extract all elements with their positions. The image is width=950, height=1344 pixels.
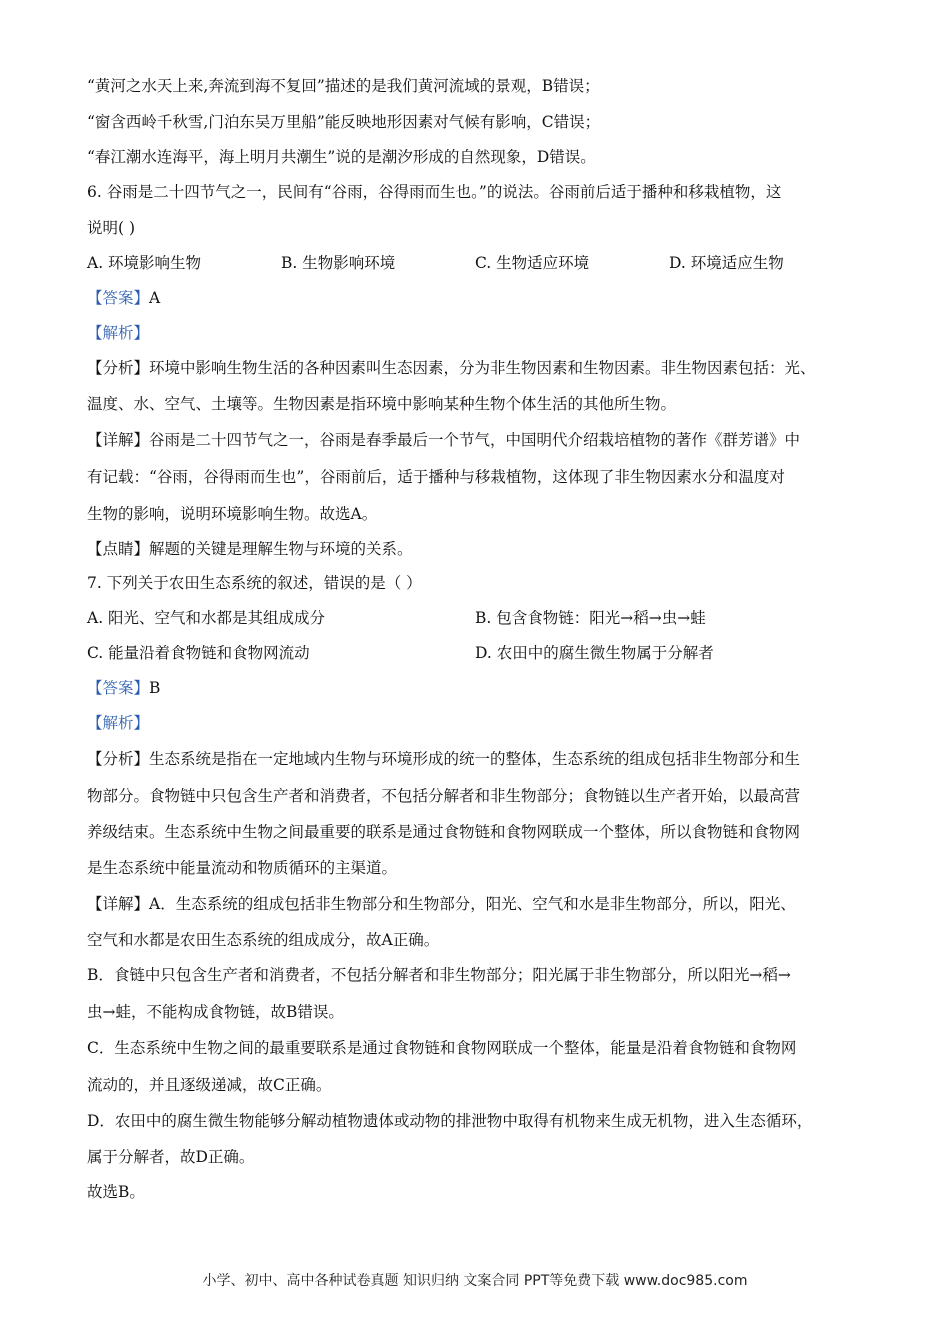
analysis-text: 【分析】环境中影响生物生活的各种因素叫生态因素，分为非生物因素和生物因素。非生物因素包括：光、 [87, 359, 816, 377]
option-c: C. 能量沿着食物链和食物网流动 [87, 644, 310, 662]
detail-text: D．农田中的腐生微生物能够分解动植物遗体或动物的排泄物中取得有机物来生成无机物，进入生态循环， [87, 1112, 813, 1130]
option-c: C. 生物适应环境 [475, 254, 590, 272]
answer-line [87, 678, 160, 698]
detail-text: C．生态系统中生物之间的最重要联系是通过食物链和食物网联成一个整体，能量是沿着食物链和食物网 [87, 1039, 797, 1057]
answer-value: A [149, 289, 161, 307]
analysis-label: 【解析】 [87, 324, 150, 342]
answer-line [87, 288, 160, 308]
detail-text: 【详解】A．生态系统的组成包括非生物部分和生物部分，阳光、空气和水是非生物部分，所以，阳光、 [87, 895, 796, 913]
analysis-text: 温度、水、空气、土壤等。生物因素是指环境中影响某种生物个体生活的其他所生物。 [87, 395, 677, 413]
analysis-text: 物部分。食物链中只包含生产者和消费者，不包括分解者和非生物部分；食物链以生产者开始，以最高营 [87, 787, 801, 805]
detail-text: B．食链中只包含生产者和消费者，不包括分解者和非生物部分；阳光属于非生物部分，所以阳光→稻→ [87, 966, 791, 984]
question-6-stem: 6. 谷雨是二十四节气之一，民间有“谷雨，谷得雨而生也。”的说法。谷雨前后适于播种和移栽植物，这 [87, 183, 782, 201]
text-line: “黄河之水天上来,奔流到海不复回”描述的是我们黄河流域的景观，B错误； [87, 77, 600, 95]
analysis-text: 养级结束。生态系统中生物之间最重要的联系是通过食物链和食物网联成一个整体，所以食物链和食物网 [87, 823, 801, 841]
text-line: “窗含西岭千秋雪,门泊东吴万里船”能反映地形因素对气候有影响，C错误； [87, 113, 601, 131]
answer-label: 【答案】 [87, 679, 150, 697]
option-a: A. 阳光、空气和水都是其组成成分 [87, 609, 326, 627]
text-line: “春江潮水连海平，海上明月共潮生”说的是潮汐形成的自然现象，D错误。 [87, 148, 596, 166]
key-point-text: 【点睛】解题的关键是理解生物与环境的关系。 [87, 540, 413, 558]
analysis-text: 是生态系统中能量流动和物质循环的主渠道。 [87, 859, 398, 877]
detail-text: 空气和水都是农田生态系统的组成成分，故A正确。 [87, 931, 440, 949]
option-d: D. 环境适应生物 [669, 254, 784, 272]
page-footer: 小学、初中、高中各种试卷真题 知识归纳 文案合同 PPT等免费下载 www.doc985.com [202, 1273, 748, 1289]
option-d: D. 农田中的腐生微生物属于分解者 [475, 644, 714, 662]
detail-text: 生物的影响，说明环境影响生物。故选A。 [87, 505, 378, 523]
detail-text: 属于分解者，故D正确。 [87, 1148, 255, 1166]
conclusion-text: 故选B。 [87, 1183, 145, 1201]
answer-label: 【答案】 [87, 289, 150, 307]
detail-text: 【详解】谷雨是二十四节气之一，谷雨是春季最后一个节气，中国明代介绍栽培植物的著作《群芳谱》中 [87, 431, 801, 449]
detail-text: 虫→蛙，不能构成食物链，故B错误。 [87, 1003, 344, 1021]
question-6-stem-cont: 说明( ) [87, 219, 136, 237]
question-7-stem: 7. 下列关于农田生态系统的叙述，错误的是（ ） [87, 574, 422, 592]
analysis-text: 【分析】生态系统是指在一定地域内生物与环境形成的统一的整体，生态系统的组成包括非生物部分和生 [87, 750, 801, 768]
detail-text: 有记载：“谷雨，谷得雨而生也”，谷雨前后，适于播种与移栽植物，这体现了非生物因素水分和温度对 [87, 468, 785, 486]
option-b: B. 生物影响环境 [281, 254, 396, 272]
detail-text: 流动的，并且逐级递减，故C正确。 [87, 1076, 332, 1094]
answer-value: B [149, 679, 161, 697]
option-b: B. 包含食物链：阳光→稻→虫→蛙 [475, 609, 706, 627]
option-a: A. 环境影响生物 [87, 254, 202, 272]
analysis-label: 【解析】 [87, 714, 150, 732]
